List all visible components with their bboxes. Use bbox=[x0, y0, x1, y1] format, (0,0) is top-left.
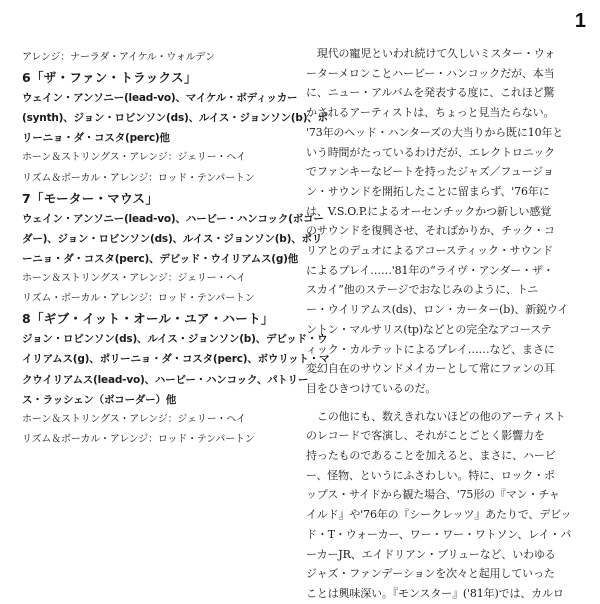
track-title: 8「ギブ・イット・オール・ユア・ハート」 bbox=[22, 311, 274, 327]
essay-line: によるプレイ……'81年の“ライヴ・アンダー・ザ・ bbox=[306, 263, 554, 277]
essay-line: ー、怪物、というにふさわしい。特に、ロック・ポ bbox=[306, 468, 555, 482]
credit-line: ホーン＆ストリングス・アレンジ：ジェリー・ヘイ bbox=[22, 273, 246, 285]
essay-line: いう時間がたっているわけだが、エレクトロニック bbox=[306, 145, 555, 159]
essay-line: ジャズ・ファンデーションを次々と起用していった bbox=[306, 567, 555, 581]
paragraph-spacer bbox=[306, 399, 584, 407]
essay-line: 持ったものであることを加えると、まさに、ハービ bbox=[306, 449, 556, 463]
liner-notes-credits bbox=[22, 48, 330, 450]
personnel-line: ダー)、ジョン・ロビンソン(ds)、ルイス・ジョンソン(b)、ポリ bbox=[22, 232, 323, 245]
credit-line: ホーン＆ストリングス・アレンジ：ジェリー・ヘイ bbox=[22, 413, 246, 425]
essay-line: ー・ウイリアムス(ds)、ロン・カーター(b)、新鋭ウイ bbox=[306, 303, 569, 317]
essay-line: ップス・サイドから観た場合、'75形の『マン・チャ bbox=[306, 488, 560, 502]
personnel-line: クウイリアムス(lead-vo)、ハービー・ハンコック、パトリー bbox=[22, 373, 309, 386]
personnel-line: (synth)、ジョン・ロビンソン(ds)、ルイス・ジョンソン(b)、ポ bbox=[22, 112, 328, 125]
essay-line: かされるアーティストは、ちょっと見当たらない。 bbox=[306, 106, 555, 120]
track-title: 6「ザ・ファン・トラックス」 bbox=[22, 70, 197, 86]
essay-line: ン・サウンドを開拓したことに留まらず、'76年に bbox=[306, 184, 550, 198]
essay-line: ーカーJR、エイドリアン・ブリューなど、いわゆる bbox=[306, 547, 556, 561]
essay-line: でファンキーなビートを持ったジャズ／フュージョ bbox=[306, 165, 554, 179]
essay-line: ントン・マルサリス(tp)などとの完全なアコーステ bbox=[306, 322, 552, 336]
essay-line: イルド』や'76年の『シークレッツ』あたりで、デビッ bbox=[306, 508, 572, 522]
essay-line: 目をひきつけているのだ。 bbox=[306, 381, 437, 395]
essay-line: ーターメロンことハービー・ハンコックだが、本当 bbox=[306, 66, 555, 80]
personnel-line: イリアムス(g)、ポリーニョ・ダ・コスタ(perc)、ボウリット・マ bbox=[22, 353, 330, 366]
essay-paragraph bbox=[306, 44, 584, 399]
credit-line: ホーン＆ストリングス・アレンジ：ジェリー・ヘイ bbox=[22, 152, 246, 164]
essay-line: のサウンドを復興させ、そればかりか、チック・コ bbox=[306, 224, 555, 238]
credit-line: リズム・ボーカル・アレンジ：ロッド・テンパートン bbox=[22, 293, 255, 305]
personnel-line: ジョン・ロビンソン(ds)、ルイス・ジョンソン(b)、デビッド・ウ bbox=[22, 333, 328, 346]
essay-line: '73年のヘッド・ハンターズの大当りから既に10年と bbox=[306, 125, 564, 139]
essay-line: リアとのデュオによるアコースティック・サウンド bbox=[306, 244, 554, 258]
essay-line: ド・T・ウォーカー、ワー・ワー・ワトソン、レイ・パ bbox=[306, 527, 572, 541]
personnel-line: リーニョ・ダ・コスタ(perc)他 bbox=[22, 132, 170, 145]
essay-line: スカイ”他のステージでおなじみのように、トニ bbox=[306, 283, 539, 297]
essay-line: に、ニュー・アルバムを発表する度に、これほど驚 bbox=[306, 86, 555, 100]
essay-line: 現代の寵児といわれ続けて久しいミスター・ウォ bbox=[306, 47, 556, 60]
personnel-line: ウェイン・アンソニー(lead-vo)、ハービー・ハンコック(ボコー bbox=[22, 212, 324, 225]
essay-line: ことは興味深い。『モンスター』('81年)では、カルロ bbox=[306, 586, 564, 600]
credit-line: リズム＆ボーカル・アレンジ：ロッド・テンパートン bbox=[22, 172, 255, 184]
essay-line: この他にも、数えきれないほどの他のアーティスト bbox=[306, 409, 566, 423]
essay-line: のレコードで客演し、それがことごとく影響力を bbox=[306, 429, 545, 443]
page-number: 1 bbox=[574, 10, 586, 32]
personnel-line: ーニョ・ダ・コスタ(perc)、デビッド・ウイリアムス(g)他 bbox=[22, 252, 299, 265]
essay-paragraph bbox=[306, 407, 584, 604]
credit-line: リズム＆ボーカル・アレンジ：ロッド・テンパートン bbox=[22, 433, 255, 445]
personnel-line: ウェイン・アンソニー(lead-vo)、マイケル・ボディッカー bbox=[22, 92, 298, 105]
essay-line: 変幻自在のサウンドメイカーとして常にファンの耳 bbox=[306, 362, 555, 376]
personnel-line: ス・ラッシェン（ボコーダー）他 bbox=[22, 393, 177, 406]
track-title: 7「モーター・マウス」 bbox=[22, 190, 159, 206]
essay-line: は、V.S.O.P.によるオーセンチックかつ新しい感覚 bbox=[306, 204, 552, 218]
credit-line: アレンジ：ナーラダ・アイケル・ウォルデン bbox=[22, 52, 215, 63]
essay-line: ィック・カルテットによるプレイ……など、まさに bbox=[306, 342, 555, 356]
liner-notes-essay bbox=[306, 44, 584, 604]
